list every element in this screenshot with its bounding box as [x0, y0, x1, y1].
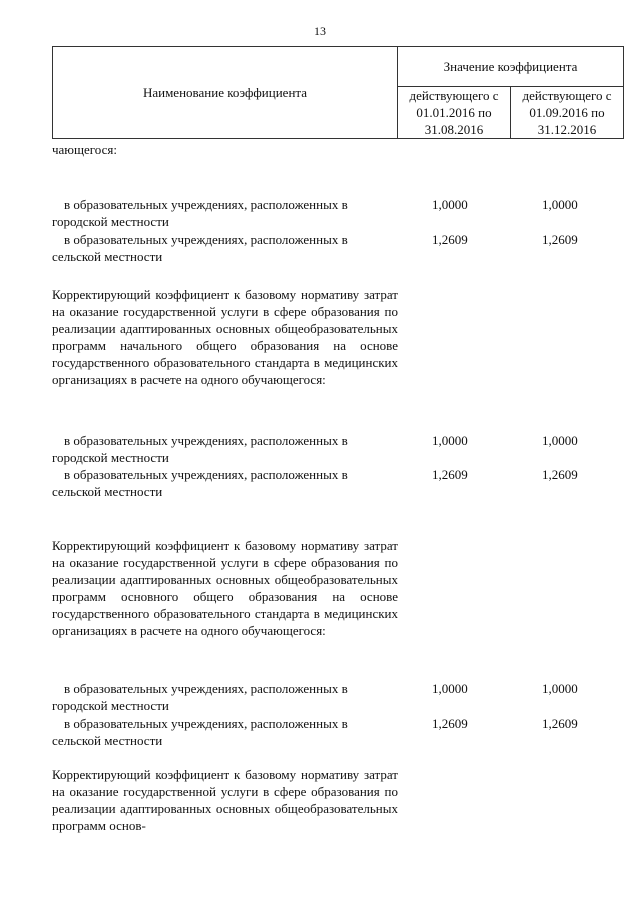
page-number: 13 — [314, 24, 326, 38]
coefficient-table-header — [52, 46, 624, 139]
coefficient-row — [52, 715, 624, 749]
row-label: в образовательных учреждениях, расположенных в городской местности — [52, 433, 348, 465]
row-value-period-2: 1,2609 — [542, 232, 578, 247]
coefficient-row — [52, 466, 624, 500]
coefficient-description: Корректирующий коэффициент к базовому нормативу затрат на оказание государственной услуги в сфере образования по реализации адаптированных основных общеобразовательных программ начального общего образования на основе государственного образовательного стандарта в медицинских организациях в расчете на одного обучающегося: — [52, 287, 398, 387]
row-label: в образовательных учреждениях, расположенных в сельской местности — [52, 716, 348, 748]
row-label: в образовательных учреждениях, расположенных в сельской местности — [52, 467, 348, 499]
row-value-period-2: 1,2609 — [542, 716, 578, 731]
coefficient-description: Корректирующий коэффициент к базовому нормативу затрат на оказание государственной услуги в сфере образования по реализации адаптированных основных общеобразовательных программ основного общего образования на основе государственного образовательного стандарта в медицинских организациях в расчете на одного обучающегося: — [52, 538, 398, 638]
row-label: в образовательных учреждениях, расположенных в сельской местности — [52, 232, 348, 264]
coefficient-row — [52, 231, 624, 265]
row-value-period-2: 1,0000 — [542, 197, 578, 212]
header-name-column: Наименование коэффициента — [53, 47, 398, 139]
row-value-period-1: 1,2609 — [432, 232, 468, 247]
row-value-period-1: 1,2609 — [432, 467, 468, 482]
continuation-text: чающегося: — [52, 142, 117, 157]
coefficient-description: Корректирующий коэффициент к базовому нормативу затрат на оказание государственной услуги в сфере образования по реализации адаптированных основных общеобразовательных программ основ- — [52, 767, 398, 833]
header-period-1: действующего с 01.01.2016 по 31.08.2016 — [398, 87, 511, 139]
coefficient-row — [52, 680, 624, 714]
coefficient-row — [52, 432, 624, 466]
row-value-period-2: 1,2609 — [542, 467, 578, 482]
row-label: в образовательных учреждениях, расположенных в городской местности — [52, 681, 348, 713]
header-value-column: Значение коэффициента — [398, 47, 624, 87]
row-value-period-1: 1,0000 — [432, 681, 468, 696]
row-value-period-1: 1,0000 — [432, 433, 468, 448]
row-value-period-1: 1,2609 — [432, 716, 468, 731]
row-label: в образовательных учреждениях, расположенных в городской местности — [52, 197, 348, 229]
header-period-2: действующего с 01.09.2016 по 31.12.2016 — [511, 87, 624, 139]
row-value-period-2: 1,0000 — [542, 681, 578, 696]
row-value-period-1: 1,0000 — [432, 197, 468, 212]
row-value-period-2: 1,0000 — [542, 433, 578, 448]
coefficient-row — [52, 196, 624, 230]
